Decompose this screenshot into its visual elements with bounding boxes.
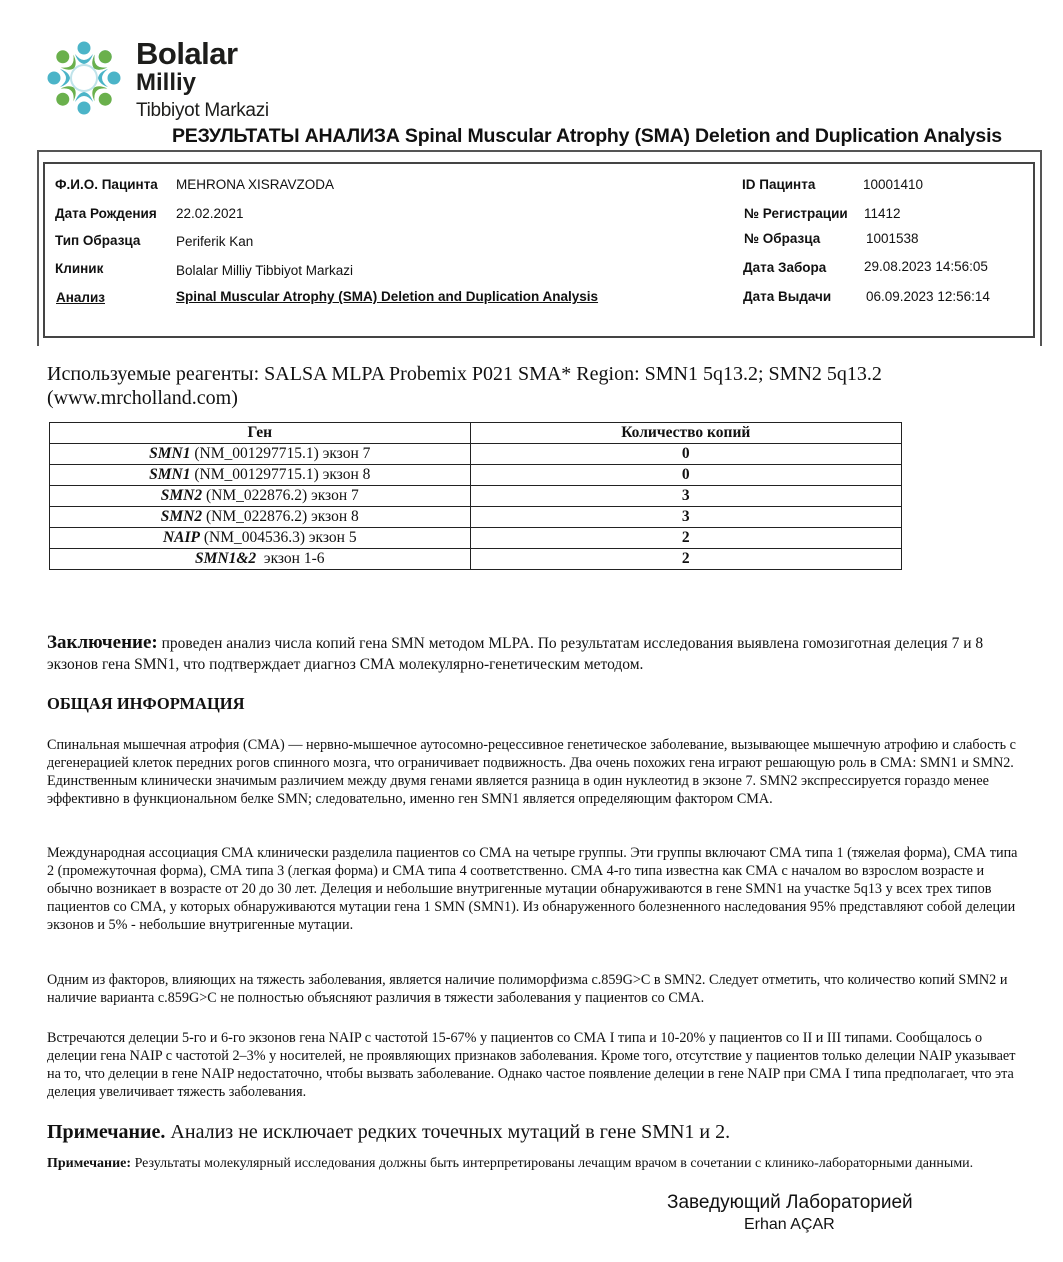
patient-name-label: Ф.И.О. Пацинта xyxy=(55,177,158,192)
table-row xyxy=(50,528,902,549)
copy-number: 0 xyxy=(470,465,901,486)
copy-number: 3 xyxy=(470,486,901,507)
note-primary-label: Примечание. xyxy=(47,1121,166,1143)
collection-date-label: Дата Забора xyxy=(743,260,827,275)
analysis-label: Анализ xyxy=(56,290,105,305)
conclusion-text: проведен анализ числа копий гена SMN методом MLPA. По результатам исследования выявлена гомозиготная делеция 7 и 8 экзонов гена SMN1, что подтверждает диагноз СМА молекулярно-генетическим методом. xyxy=(47,635,984,673)
general-info-paragraph: Спинальная мышечная атрофия (СМА) — нервно-мышечное аутосомно-рецессивное генетическое заболевание, вызывающее мышечную атрофию и слабость с дегенерацией клеток передних рогов спинного мозга, что ограничивает подвижность. Два очень похожих гена играют решающую роль в СМА: SMN1 и SMN2. Единственным клинически значимым различием между двумя генами является разница в один нуклеотид в экзоне 7. SMN2 экспрессируется гораздо менее эффективно в функциональном белке SMN; следовательно, именно ген SMN1 является определяющим фактором СМА. xyxy=(47,737,1016,808)
conclusion-label: Заключение: xyxy=(47,632,158,653)
gene-symbol: SMN1&2 xyxy=(195,550,257,567)
sample-number-value: 1001538 xyxy=(866,231,919,246)
gene-symbol: SMN1 xyxy=(149,445,191,462)
brand-name-line2: Milliy xyxy=(136,69,197,96)
column-header-copies: Количество копий xyxy=(470,423,901,444)
signature-title: Заведующий Лабораторией xyxy=(667,1192,913,1213)
gene-detail: (NM_001297715.1) экзон 7 xyxy=(190,445,371,462)
table-header-row xyxy=(50,423,902,444)
outer-frame-right xyxy=(1040,150,1042,346)
copy-number: 3 xyxy=(470,507,901,528)
copy-number: 2 xyxy=(470,549,901,570)
report-title: РЕЗУЛЬТАТЫ АНАЛИЗА Spinal Muscular Atrophy (SMA) Deletion and Duplication Analysis xyxy=(172,125,1002,147)
column-header-gene: Ген xyxy=(50,423,471,444)
table-row xyxy=(50,444,902,465)
note-primary xyxy=(47,1121,730,1144)
general-info-paragraph: Международная ассоциация СМА клинически разделила пациентов со СМА на четыре группы. Эти группы включают СМА типа 1 (тяжелая форма), СМА типа 2 (промежуточная форма), СМА типа 3 (легкая форма) и СМА типа 4 соответственно. СМА 4-го типа известна как СМА с началом во взрослом возрасте и обычно возникает в возрасте от 20 до 30 лет. Делеция и небольшие внутригенные мутации обнаруживаются в гене SMN1 на участке 5q13 у всех трех типов пациентов со СМА, у которых обнаруживаются мутации гена 1 SMN (SMN1). Из обнаруженного болезненного наследования 95% представляют собой делеции экзонов и 5% - небольшие внутригенные мутации. xyxy=(47,845,1018,934)
table-row xyxy=(50,549,902,570)
signature-name: Erhan AÇAR xyxy=(744,1216,835,1233)
issue-date-label: Дата Выдачи xyxy=(743,289,832,304)
collection-date-value: 29.08.2023 14:56:05 xyxy=(864,259,988,274)
table-row xyxy=(50,486,902,507)
patient-name-value: MEHRONA XISRAVZODA xyxy=(176,177,335,192)
birth-date-label: Дата Рождения xyxy=(55,206,157,221)
birth-date-value: 22.02.2021 xyxy=(176,206,244,221)
registration-number-label: № Регистрации xyxy=(744,206,848,221)
patient-id-label: ID Пацинта xyxy=(742,177,816,192)
gene-symbol: SMN2 xyxy=(160,508,203,525)
clinic-value: Bolalar Milliy Tibbiyot Markazi xyxy=(176,263,354,278)
brand-name-line1: Bolalar xyxy=(136,36,238,71)
outer-frame-top xyxy=(37,150,1042,152)
gene-detail: (NM_001297715.1) экзон 8 xyxy=(190,466,371,483)
sample-number-label: № Образца xyxy=(744,231,821,246)
analysis-value: Spinal Muscular Atrophy (SMA) Deletion and Duplication Analysis xyxy=(176,289,599,304)
brand-name-line3: Tibbiyot Markazi xyxy=(136,100,269,121)
outer-frame-left xyxy=(37,150,39,346)
reagents-text: Используемые реагенты: SALSA MLPA Probemix P021 SMA* Region: SMN1 5q13.2; SMN2 5q13.2 (www.mrcholland.com) xyxy=(47,363,882,409)
clinic-label: Клиник xyxy=(55,261,104,276)
gene-symbol: NAIP xyxy=(162,529,200,546)
gene-detail: (NM_022876.2) экзон 7 xyxy=(202,487,359,504)
gene-detail: (NM_004536.3) экзон 5 xyxy=(199,529,357,546)
gene-symbol: SMN1 xyxy=(149,466,191,483)
general-info-paragraph: Одним из факторов, влияющих на тяжесть заболевания, является наличие полиморфизма c.859G>C в SMN2. Следует отметить, что количество копий SMN2 и наличие варианта c.859G>C не полностью объясняют различия в тяжести заболевания у пациентов со СМА. xyxy=(47,972,1008,1007)
patient-id-value: 10001410 xyxy=(863,177,924,192)
table-row xyxy=(50,507,902,528)
note-primary-text: Анализ не исключает редких точечных мутаций в гене SMN1 и 2. xyxy=(165,1121,731,1143)
copy-number: 0 xyxy=(470,444,901,465)
issue-date-value: 06.09.2023 12:56:14 xyxy=(866,289,990,304)
note-secondary-text: Результаты молекулярный исследования должны быть интерпретированы лечащим врачом в сочетании с клинико-лабораторными данными. xyxy=(131,1156,974,1171)
note-secondary-label: Примечание: xyxy=(47,1156,132,1171)
registration-number-value: 11412 xyxy=(864,206,901,221)
copy-number: 2 xyxy=(470,528,901,549)
general-info-title: ОБЩАЯ ИНФОРМАЦИЯ xyxy=(47,694,245,713)
people-circle-logo-icon xyxy=(44,38,124,118)
sample-type-value: Periferik Kan xyxy=(176,234,254,249)
table-row xyxy=(50,465,902,486)
gene-detail: (NM_022876.2) экзон 8 xyxy=(202,508,359,525)
gene-symbol: SMN2 xyxy=(160,487,203,504)
general-info-paragraph: Встречаются делеции 5-го и 6-го экзонов гена NAIP с частотой 15-67% у пациентов со СМА I типа и 10-20% у пациентов со II и III типами. Сообщалось о делеции гена NAIP с частотой 2–3% у носителей, не проявляющих признаков заболевания. Кроме того, отсутствие у пациентов только делеции NAIP указывает на то, что делеции в гене NAIP недостаточно, чтобы вызвать заболевание. Однако частое появление делеции в гене NAIP при СМА I типа предполагает, что эта делеция увеличивает тяжесть заболевания. xyxy=(47,1030,1016,1101)
gene-copy-table xyxy=(49,422,902,570)
sample-type-label: Тип Образца xyxy=(55,233,141,248)
note-secondary xyxy=(47,1154,1027,1173)
gene-detail: экзон 1-6 xyxy=(256,550,325,567)
conclusion xyxy=(47,632,1027,675)
